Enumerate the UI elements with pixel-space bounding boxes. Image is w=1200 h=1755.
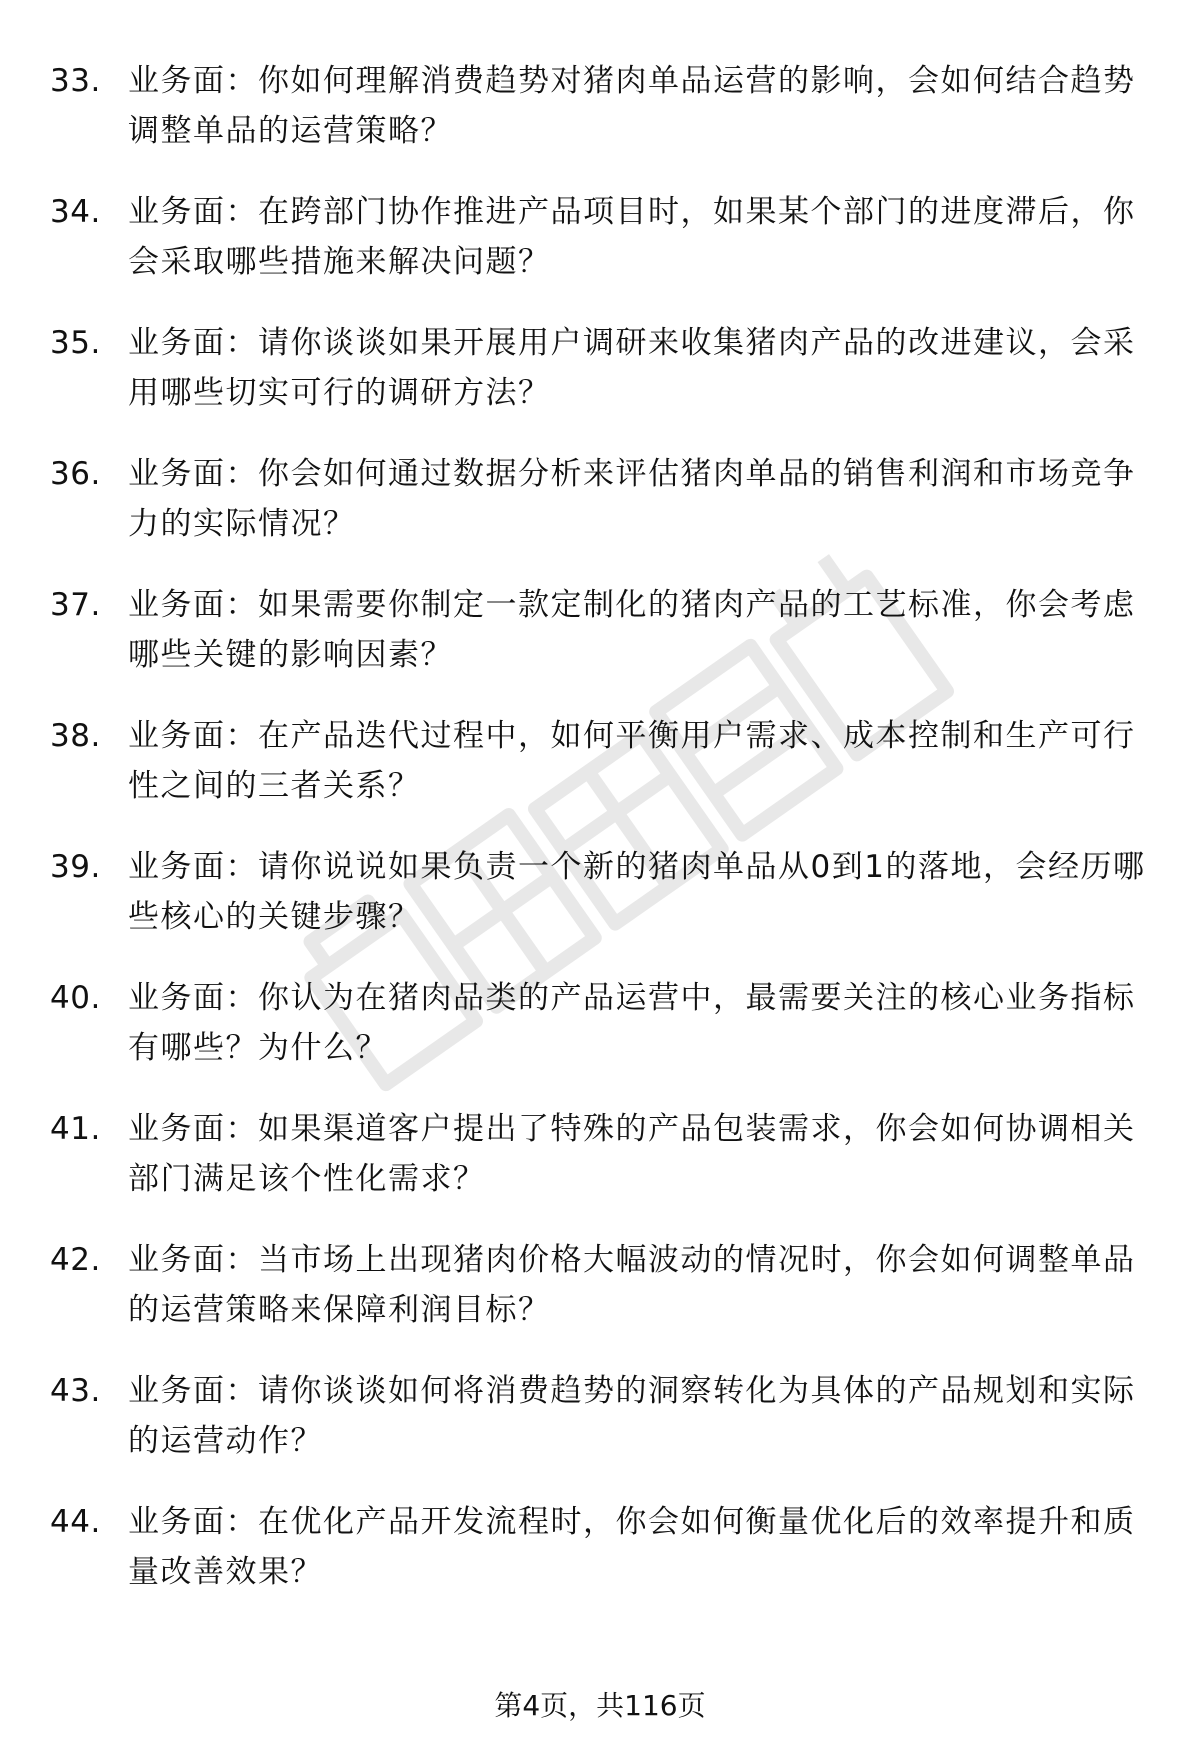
question-item-38	[50, 711, 1160, 842]
question-item-42	[50, 1235, 1160, 1366]
question-number: 41.	[50, 1111, 101, 1147]
question-item-44	[50, 1497, 1160, 1628]
question-text: 业务面：请你谈谈如果开展用户调研来收集猪肉产品的改进建议，会采用哪些切实可行的调研方法？	[128, 325, 1136, 411]
question-item-33	[50, 56, 1160, 187]
question-number: 42.	[50, 1242, 101, 1278]
question-text: 业务面：在产品迭代过程中，如何平衡用户需求、成本控制和生产可行性之间的三者关系？	[128, 718, 1136, 804]
page-footer: 第4页，共116页	[494, 1689, 706, 1722]
question-text: 业务面：如果需要你制定一款定制化的猪肉产品的工艺标准，你会考虑哪些关键的影响因素？	[128, 587, 1136, 673]
question-text: 业务面：如果渠道客户提出了特殊的产品包装需求，你会如何协调相关部门满足该个性化需求？	[128, 1111, 1136, 1197]
question-item-39	[50, 842, 1160, 973]
question-text: 业务面：请你说说如果负责一个新的猪肉单品从0到1的落地，会经历哪些核心的关键步骤？	[128, 849, 1146, 935]
question-text: 业务面：你如何理解消费趋势对猪肉单品运营的影响，会如何结合趋势调整单品的运营策略？	[128, 63, 1136, 149]
question-text: 业务面：当市场上出现猪肉价格大幅波动的情况时，你会如何调整单品的运营策略来保障利润目标？	[128, 1242, 1136, 1328]
question-number: 43.	[50, 1373, 101, 1409]
question-text: 业务面：在跨部门协作推进产品项目时，如果某个部门的进度滞后，你会采取哪些措施来解决问题？	[128, 194, 1136, 280]
question-text: 业务面：你会如何通过数据分析来评估猪肉单品的销售利润和市场竞争力的实际情况？	[128, 456, 1136, 542]
question-item-41	[50, 1104, 1160, 1235]
question-item-37	[50, 580, 1160, 711]
question-number: 40.	[50, 980, 101, 1016]
question-item-36	[50, 449, 1160, 580]
question-number: 33.	[50, 63, 101, 99]
question-text: 业务面：你认为在猪肉品类的产品运营中，最需要关注的核心业务指标有哪些？为什么？	[128, 980, 1136, 1066]
question-number: 44.	[50, 1504, 101, 1540]
question-number: 36.	[50, 456, 101, 492]
question-number: 34.	[50, 194, 101, 230]
question-text: 业务面：在优化产品开发流程时，你会如何衡量优化后的效率提升和质量改善效果？	[128, 1504, 1136, 1590]
question-item-34	[50, 187, 1160, 318]
question-list	[50, 56, 1160, 1628]
question-number: 35.	[50, 325, 101, 361]
question-number: 39.	[50, 849, 101, 885]
question-text: 业务面：请你谈谈如何将消费趋势的洞察转化为具体的产品规划和实际的运营动作？	[128, 1373, 1136, 1459]
question-number: 37.	[50, 587, 101, 623]
question-number: 38.	[50, 718, 101, 754]
question-item-43	[50, 1366, 1160, 1497]
question-item-40	[50, 973, 1160, 1104]
question-item-35	[50, 318, 1160, 449]
